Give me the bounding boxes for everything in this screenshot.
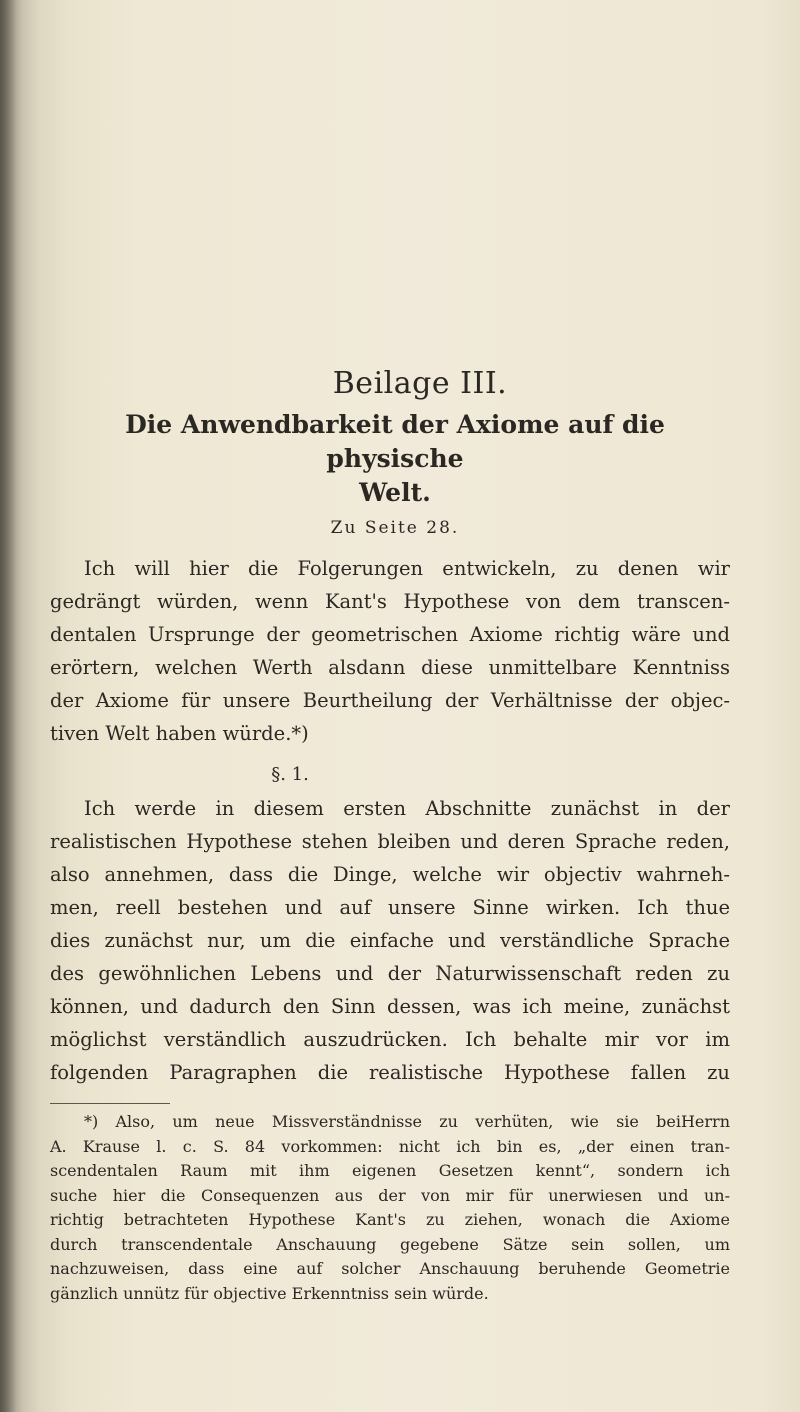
appendix-title-line-2: Welt.	[359, 478, 431, 507]
intro-paragraph	[50, 552, 730, 750]
section-line: men, reell bestehen und auf unsere Sinne wirken. Ich thue	[50, 896, 730, 919]
footnote-line: nachzuweisen, dass eine auf solcher Anschauung beruhende Geometrie	[50, 1259, 730, 1278]
intro-line: dentalen Ursprunge der geometrischen Axiome richtig wäre und	[50, 623, 730, 646]
section-line: folgenden Paragraphen die realistische Hypothese fallen zu	[50, 1061, 730, 1084]
section-line: also annehmen, dass die Dinge, welche wir objectiv wahrneh-	[50, 863, 730, 886]
footnote-line: durch transcendentale Anschauung gegebene Sätze sein sollen, um	[50, 1234, 730, 1254]
footnote-line: suche hier die Consequenzen aus der von mir für unerwiesen und un-	[50, 1185, 730, 1205]
section-line: möglichst verständlich auszudrücken. Ich behalte mir vor im	[50, 1028, 730, 1051]
appendix-heading: Beilage III.	[332, 366, 508, 401]
section-line: dies zunächst nur, um die einfache und verständliche Sprache	[50, 929, 730, 952]
intro-line: tiven Welt haben würde.*)	[50, 722, 309, 745]
page-reference: Zu Seite 28.	[330, 518, 460, 538]
footnote-divider	[50, 1103, 170, 1104]
footnote	[50, 1110, 730, 1306]
section-line: Ich werde in diesem ersten Abschnitte zunächst in der	[84, 797, 730, 820]
binding-gutter	[0, 0, 16, 1412]
section-line: des gewöhnlichen Lebens und der Naturwissenschaft reden zu	[50, 962, 730, 985]
intro-line: erörtern, welchen Werth alsdann diese unmittelbare Kenntniss	[50, 656, 730, 679]
section-paragraph	[50, 792, 730, 1089]
page-content	[50, 366, 730, 1306]
intro-line: gedrängt würden, wenn Kant's Hypothese von dem transcen-	[50, 590, 730, 613]
intro-line: Ich will hier die Folgerungen entwickeln, zu denen wir	[84, 557, 730, 580]
section-line: können, und dadurch den Sinn dessen, was ich meine, zunächst	[50, 995, 730, 1018]
intro-line: der Axiome für unsere Beurtheilung der Verhältnisse der objec-	[50, 689, 730, 712]
footnote-line: *) Also, um neue Missverständnisse zu verhüten, wie sie beiHerrn	[84, 1112, 730, 1131]
footnote-line: richtig betrachteten Hypothese Kant's zu ziehen, wonach die Axiome	[50, 1210, 730, 1229]
footnote-line: gänzlich unnütz für objective Erkenntniss sein würde.	[50, 1283, 489, 1303]
appendix-title	[50, 408, 730, 510]
footnote-line: A. Krause l. c. S. 84 vorkommen: nicht ich bin es, „der einen tran-	[50, 1136, 730, 1156]
footnote-line: scendentalen Raum mit ihm eigenen Gesetzen kennt“, sondern ich	[50, 1161, 730, 1180]
appendix-title-line-1: Die Anwendbarkeit der Axiome auf die physische	[125, 410, 665, 473]
section-line: realistischen Hypothese stehen bleiben und deren Sprache reden,	[50, 830, 730, 853]
section-number: §. 1.	[271, 764, 309, 785]
